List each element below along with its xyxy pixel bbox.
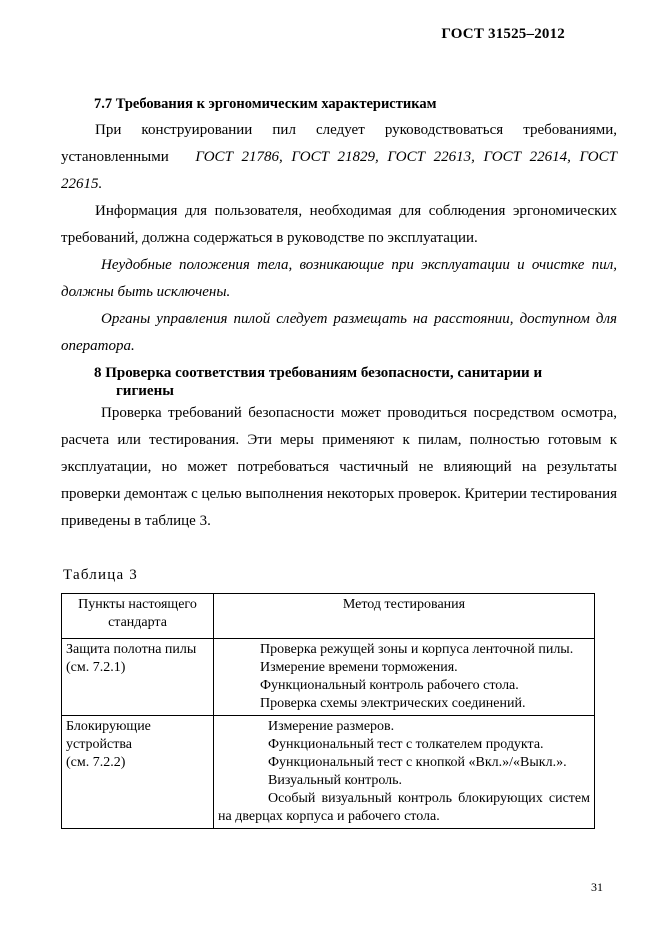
- item-line: (см. 7.2.2): [66, 755, 126, 770]
- table-col2-header: Метод тестирования: [214, 594, 595, 639]
- table-caption: Таблица 3: [63, 567, 138, 583]
- table-row: [62, 716, 595, 829]
- method-line: Измерение времени торможения.: [260, 660, 458, 675]
- method-line: Измерение размеров.: [268, 719, 395, 734]
- section-7-7-paragraph-3: [61, 252, 617, 306]
- section-7-7-title: 7.7 Требования к эргономическим характеристикам: [94, 96, 437, 112]
- section-7-7-paragraph-2: [61, 198, 617, 252]
- table-cell-methods: [214, 716, 595, 829]
- table-row: [62, 639, 595, 716]
- section-7-7-paragraph-4: [61, 306, 617, 360]
- method-line: Проверка режущей зоны и корпуса ленточной пилы.: [260, 642, 574, 657]
- paragraph-2-text: Информация для пользователя, необходимая для соблюдения эргономических требований, должна содержаться в руководстве по эксплуатации.: [61, 203, 617, 246]
- table-cell-methods: [214, 639, 595, 716]
- method-line: Визуальный контроль.: [268, 773, 403, 788]
- table-col1-header: Пункты настоящего стандарта: [62, 594, 214, 639]
- section-8-title: [94, 364, 617, 400]
- method-line: Функциональный тест с толкателем продукта.: [268, 737, 544, 752]
- table-cell-item: [62, 716, 214, 829]
- section-8-title-line-2: гигиены: [116, 383, 174, 399]
- method-line: Проверка схемы электрических соединений.: [260, 696, 526, 711]
- section-8-title-line-1: 8 Проверка соответствия требованиям безопасности, санитарии и: [94, 365, 543, 381]
- table-3: [61, 593, 595, 829]
- method-line: Особый визуальный контроль блокирующих систем на дверцах корпуса и рабочего стола.: [218, 791, 590, 824]
- paragraph-1-gost-refs: ГОСТ 21786, ГОСТ 21829, ГОСТ 22613, ГОСТ 22614, ГОСТ 22615.: [61, 149, 617, 192]
- paragraph-1-text: При конструировании пил следует руководствоваться требованиями, установленными: [61, 122, 617, 165]
- method-line: Функциональный контроль рабочего стола.: [260, 678, 519, 693]
- table-header-row: [62, 594, 595, 639]
- paragraph-3-text: Неудобные положения тела, возникающие при эксплуатации и очистке пил, должны быть исключены.: [61, 257, 617, 300]
- item-line: Блокирующие: [66, 719, 151, 734]
- table-cell-item: Защита полотна пилы (см. 7.2.1): [62, 639, 214, 716]
- item-line: устройства: [66, 737, 132, 752]
- page-number: 31: [591, 880, 603, 894]
- section-8-paragraph-1: [61, 400, 617, 535]
- paragraph-4-text: Органы управления пилой следует размещать на расстоянии, доступном для оператора.: [61, 311, 617, 354]
- document-header: ГОСТ 31525–2012: [441, 26, 565, 42]
- method-line: Функциональный тест с кнопкой «Вкл.»/«Выкл.».: [268, 755, 567, 770]
- section-7-7-paragraph-1: [61, 117, 617, 198]
- section-8-paragraph-1-text: Проверка требований безопасности может проводиться посредством осмотра, расчета или тестирования. Эти меры применяют к пилам, полностью готовым к эксплуатации, но может потребоваться частичный не влияющий на результаты проверки демонтаж с целью выполнения некоторых проверок. Критерии тестирования приведены в таблице 3.: [61, 405, 617, 529]
